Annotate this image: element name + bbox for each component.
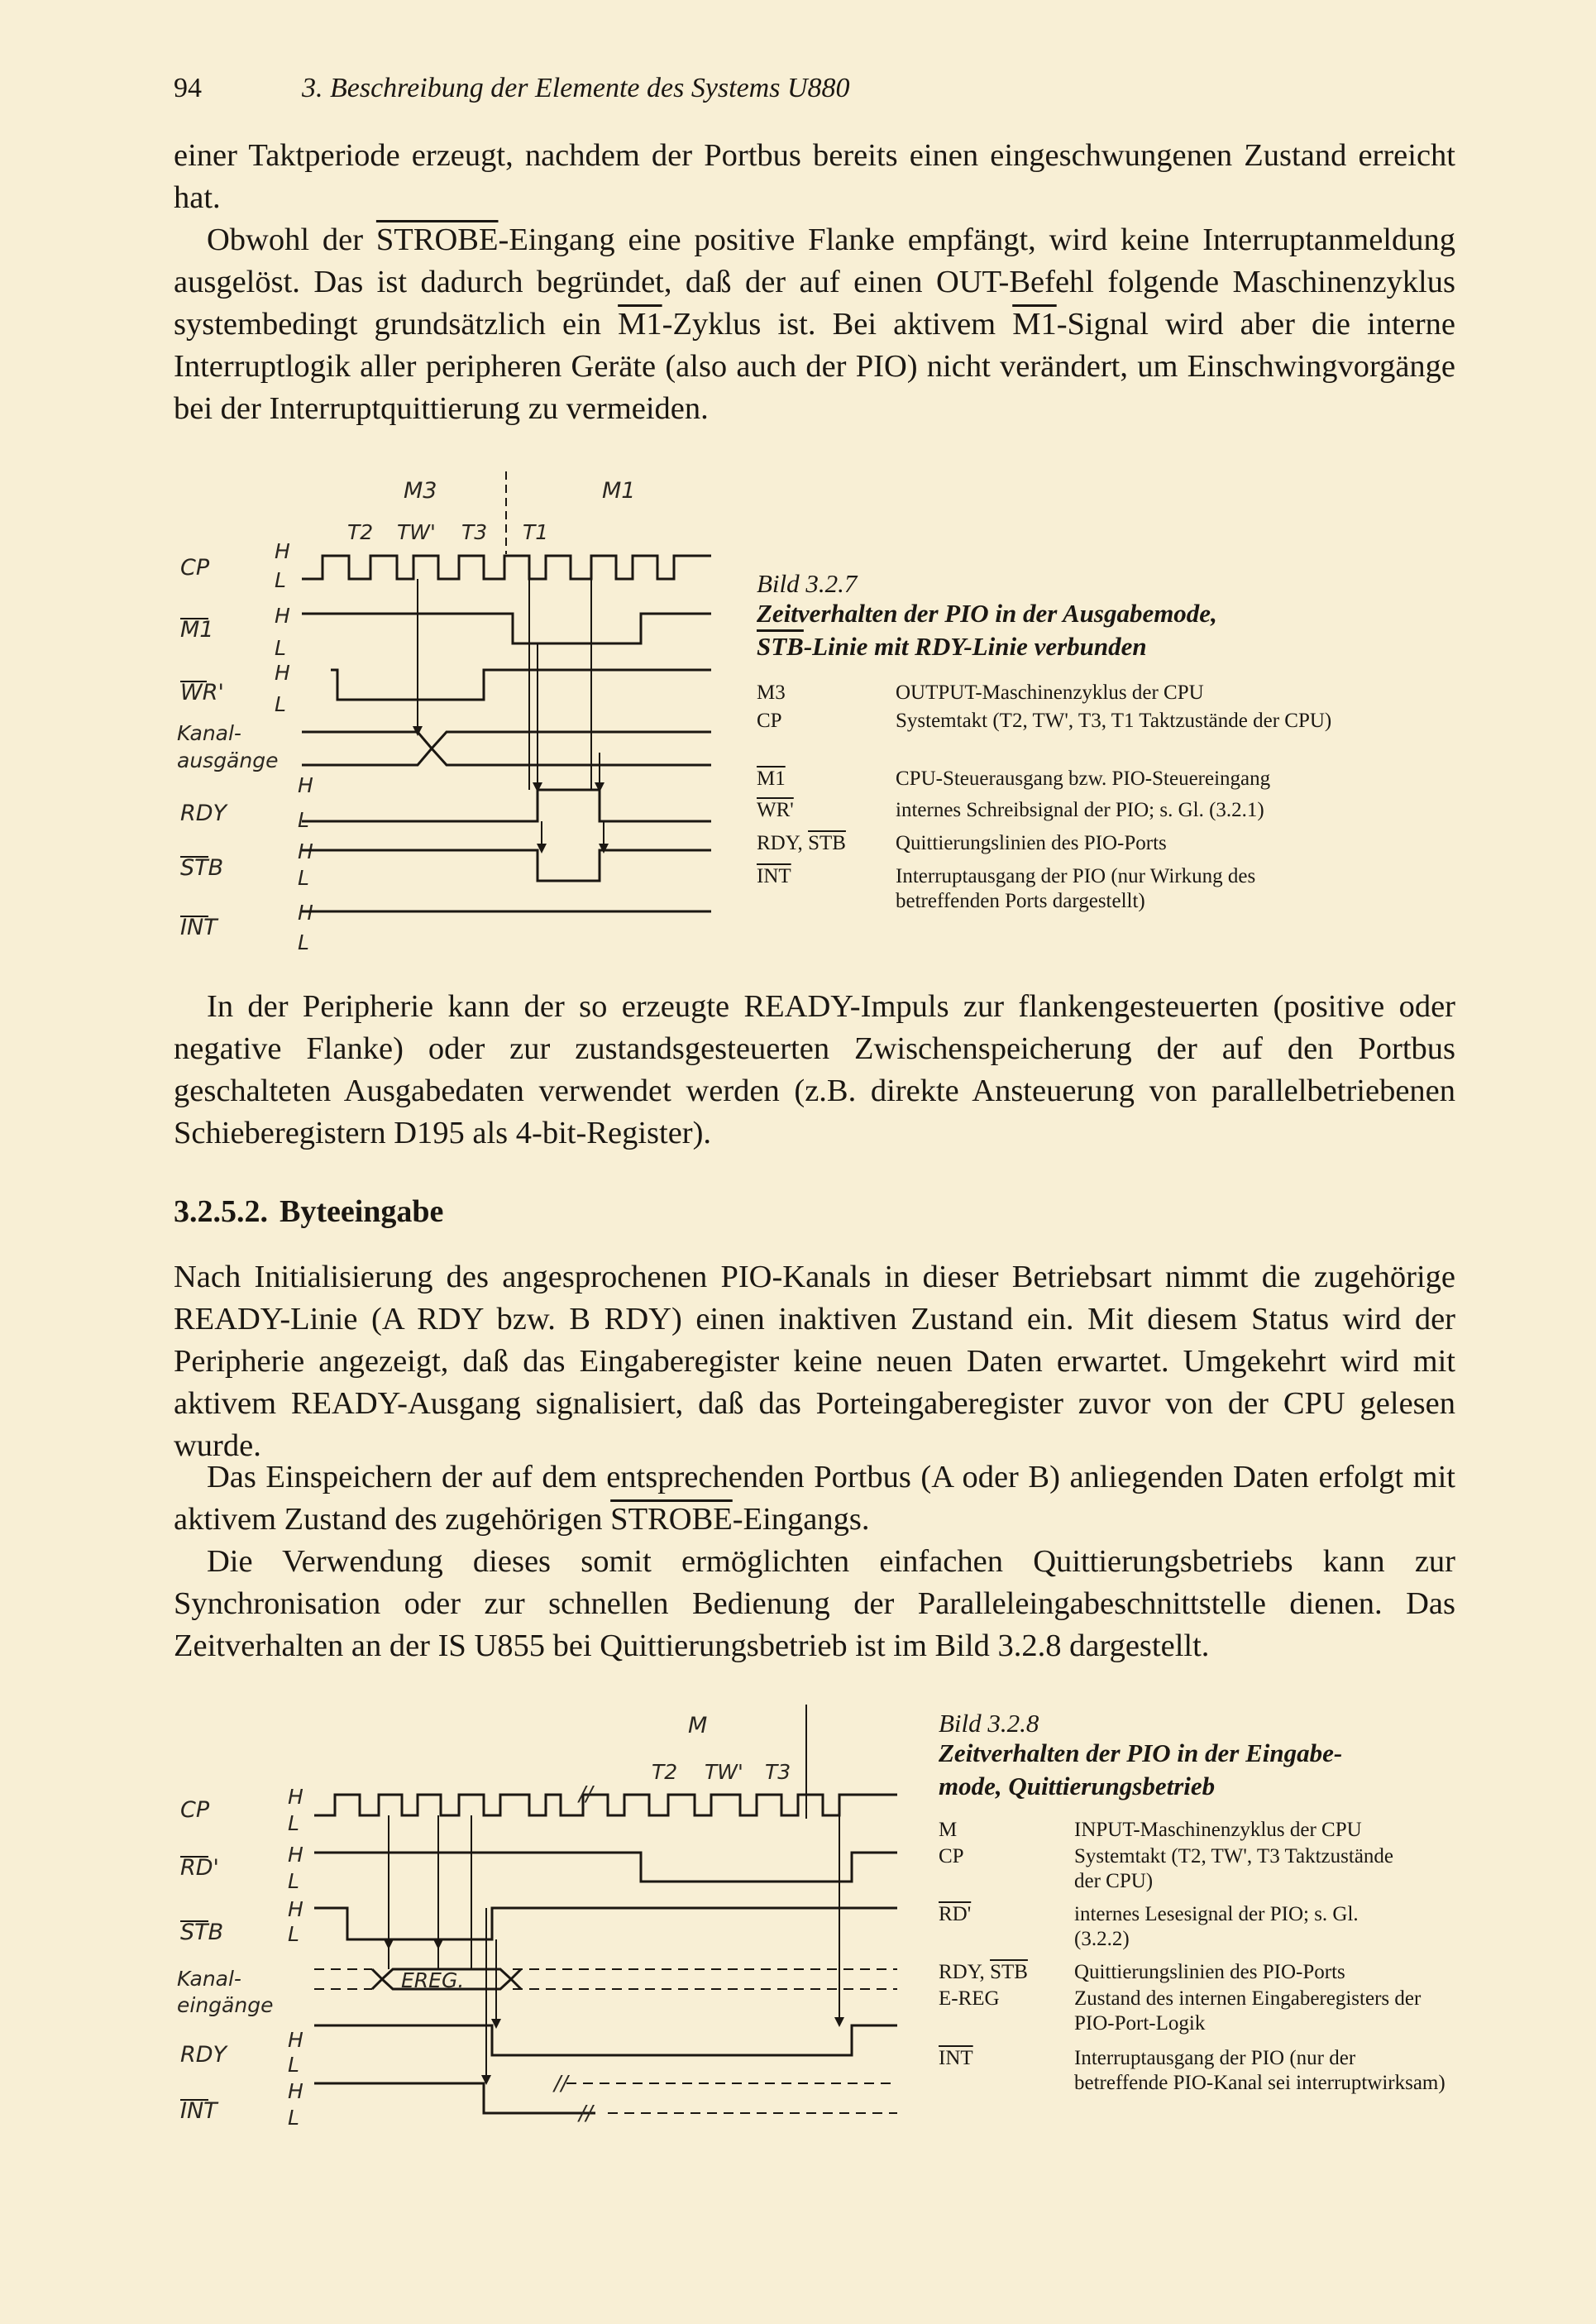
waveform-kanal (302, 732, 711, 765)
figure-1-title-line-2 (757, 630, 1468, 663)
waveform-int (314, 2083, 595, 2113)
legend-row (757, 798, 794, 823)
level-l: L (275, 692, 286, 716)
paragraph-6 (174, 1541, 1455, 1667)
legend-key: RDY, (939, 1961, 991, 1983)
legend-row (757, 681, 786, 705)
legend-desc: CPU-Steuerausgang bzw. PIO-Steuereingang (896, 767, 1271, 790)
paragraph-1: einer Taktperiode erzeugt, nachdem der Portbus bereits einen eingeschwungenen Zustand erreicht hat. (174, 138, 1455, 215)
waveform-stb (302, 850, 711, 881)
level-l: L (298, 866, 309, 890)
legend-key: E-REG (939, 1987, 1000, 2010)
state-label-t2: T2 (652, 1760, 678, 1784)
paragraph-2-text-c: -Eingang eine positive Flanke empfängt, wird keine Interruptanmeldung ausgelöst. Das ist dadurch begründet, daß der auf einen OUT-Befehl folgende Maschinenzyklus systembedingt grundsätzlich ein (174, 222, 1455, 342)
section-title: Byteeingabe (280, 1194, 444, 1229)
page-number: 94 (174, 73, 202, 103)
level-h: H (298, 901, 313, 925)
level-l: L (288, 2053, 299, 2077)
legend-desc: OUTPUT-Maschinenzyklus der CPU (896, 681, 1204, 704)
signal-label-rd: RD' (180, 1855, 219, 1881)
legend-desc: INPUT-Maschinenzyklus der CPU (1074, 1819, 1362, 1841)
paragraph-3 (174, 986, 1455, 1155)
level-labels (275, 539, 313, 954)
signal-label-rdy: RDY (180, 2042, 227, 2068)
legend-key: WR' (757, 799, 794, 821)
paragraph-2-text-e: -Zyklus ist. Bei aktivem (662, 307, 1013, 342)
legend-desc: Systemtakt (T2, TW', T3 Taktzustände der CPU) (1074, 1845, 1394, 1892)
legend-desc: Quittierungslinien des PIO-Ports (1074, 1961, 1345, 1983)
paragraph-5 (174, 1456, 1455, 1541)
paragraph-2-m1: M1 (618, 307, 662, 342)
signal-label-cp: CP (180, 555, 210, 581)
paragraph-2-m1b: M1 (1012, 307, 1057, 342)
signal-label-ausgaenge: ausgänge (177, 748, 279, 772)
legend-row (939, 1960, 1028, 1985)
paragraph-5-text-c: -Eingangs. (732, 1502, 870, 1537)
legend-row (939, 1844, 964, 1869)
signal-label-int: INT (180, 2098, 217, 2124)
level-h: H (275, 604, 290, 628)
legend-desc: internes Schreibsignal der PIO; s. Gl. (3.2.1) (896, 799, 1264, 821)
legend-key-ol: $\overline{STB}$ (990, 1961, 1028, 1983)
legend-key: $\overline{INT}$ (939, 2047, 973, 2069)
level-l: L (288, 2106, 299, 2130)
waveform-cp (314, 1795, 897, 1815)
cycle-label-m3: M3 (404, 478, 437, 504)
figure-1-title-line-1: Zeitverhalten der PIO in der Ausgabemode, (757, 599, 1217, 628)
figure-2-legend (939, 1818, 1484, 2132)
figure-1-title-stb: $\overline{STB}$ (757, 632, 804, 661)
figure-1-legend (757, 681, 1468, 929)
level-labels (288, 1785, 303, 2130)
legend-desc: Systemtakt (T2, TW', T3, T1 Taktzustände der CPU) (896, 710, 1332, 732)
level-l: L (288, 1922, 299, 1946)
legend-key: CP (939, 1845, 964, 1867)
level-l: L (298, 808, 309, 832)
paragraph-3-text: In der Peripherie kann der so erzeugte READY-Impuls zur flankengesteuerten (positive oder negative Flanke) oder zur zustandsgesteuerten Zwischenspeicherung der auf den Portbus geschalteten Ausgabedaten verwendet werden (z.B. direkte Ansteuerung von parallelbetriebenen Schieberegistern D195 als 4-bit-Register). (174, 989, 1455, 1150)
signal-label-m1: M1 (180, 617, 214, 643)
level-l: L (288, 1869, 299, 1893)
level-l: L (288, 1811, 299, 1835)
legend-row (939, 1987, 1000, 2011)
signal-label-kanal: Kanal- (177, 1967, 241, 1991)
level-h: H (288, 2028, 303, 2052)
legend-row (939, 2046, 973, 2071)
waveform-rd (314, 1853, 897, 1882)
dependency-arrows (384, 1815, 844, 2085)
level-h: H (288, 2079, 303, 2103)
legend-key: $\overline{INT}$ (757, 865, 791, 887)
signal-label-stb: STB (180, 855, 224, 881)
level-h: H (298, 839, 313, 863)
paragraph-4: Nach Initialisierung des angesprochenen PIO-Kanals in dieser Betriebsart nimmt die zugehörige READY-Linie (A RDY bzw. B RDY) einen inaktiven Zustand ein. Mit diesem Status wird der Peripherie angezeigt, daß das Eingaberegister keine neuen Daten erwartet. Umgekehrt wird mit aktivem READY-Ausgang signalisiert, daß das Porteingaberegister zuvor von der CPU gelesen wurde. (174, 1260, 1455, 1463)
clock-break-mark: // (579, 1781, 593, 1805)
signal-label-kanal: Kanal- (177, 721, 241, 745)
figure-2-caption (939, 1710, 1476, 1803)
waveform-rdy (314, 2025, 897, 2055)
level-h: H (288, 1785, 303, 1809)
signal-label-stb: STB (180, 1920, 224, 1945)
chapter-title: 3. Beschreibung der Elemente des Systems U880 (302, 73, 850, 103)
ereg-label: EREG. (401, 1968, 465, 1992)
figure-2-title-line-1: Zeitverhalten der PIO in der Eingabe- (939, 1738, 1343, 1767)
timing-diagram-input-mode (165, 1700, 910, 2146)
legend-desc: Zustand des internen Eingaberegisters der PIO-Port-Logik (1074, 1987, 1422, 2035)
level-l: L (298, 930, 309, 954)
level-h: H (288, 1897, 303, 1921)
state-label-tw: TW' (397, 520, 436, 544)
legend-desc: internes Lesesignal der PIO; s. Gl. (3.2.2) (1074, 1903, 1359, 1950)
level-l: L (275, 636, 286, 660)
legend-key: M1 (757, 767, 786, 790)
dependency-arrows (413, 579, 609, 854)
waveform-stb (314, 1908, 897, 1939)
paragraph-2 (174, 219, 1455, 430)
paragraph-2-text-g: -Signal wird aber die interne Interruptlogik aller peripheren Geräte (also auch der PIO) nicht verändert, um Einschwingvorgänge bei der Interruptquittierung zu vermeiden. (174, 307, 1456, 426)
paragraph-5-text-a: Das Einspeichern der auf dem entsprechenden Portbus (A oder B) anliegenden Daten erfolgt mit aktivem Zustand des zugehörigen (174, 1460, 1455, 1537)
signal-label-int: INT (180, 915, 217, 940)
signal-label-rdy: RDY (180, 801, 227, 826)
int-break-mark: // (579, 2101, 593, 2125)
level-h: H (298, 773, 313, 797)
legend-row (757, 864, 791, 889)
state-label-t2: T2 (347, 520, 374, 544)
legend-row (939, 1902, 971, 1927)
legend-row (757, 709, 782, 734)
paragraph-5-strobe: STROBE (610, 1502, 733, 1537)
legend-key: RDY, (757, 832, 809, 854)
figure-1-label: Bild 3.2.7 (757, 569, 858, 598)
legend-key-ol: $\overline{STB}$ (808, 832, 846, 854)
signal-label-wr: WR' (180, 680, 224, 705)
cycle-label-m1: M1 (602, 478, 636, 504)
legend-desc: Quittierungslinien des PIO-Ports (896, 832, 1167, 854)
state-label-tw: TW' (705, 1760, 743, 1784)
timing-diagram-output-mode (165, 463, 728, 959)
figure-1-caption (757, 571, 1468, 663)
paragraph-2-strobe: STROBE (375, 222, 499, 257)
cycle-label-m: M (688, 1713, 708, 1738)
legend-key: M (939, 1819, 958, 1841)
section-heading (174, 1193, 455, 1230)
figure-1-title-rest: -Linie mit RDY-Linie verbunden (803, 632, 1147, 661)
legend-key: CP (757, 710, 782, 732)
int-break-mark-2: // (554, 2071, 568, 2095)
state-label-t1: T1 (523, 520, 549, 544)
legend-row (939, 1818, 957, 1843)
legend-desc: Interruptausgang der PIO (nur Wirkung des betreffenden Ports dargestellt) (896, 865, 1256, 912)
figure-2-label: Bild 3.2.8 (939, 1709, 1039, 1738)
waveform-m1 (302, 614, 711, 643)
level-h: H (288, 1843, 303, 1867)
signal-label-eingaenge: eingänge (177, 1993, 274, 2017)
state-label-t3: T3 (765, 1760, 791, 1784)
legend-row (757, 767, 786, 791)
paragraph-6-text: Die Verwendung dieses somit ermöglichten einfachen Quittierungsbetriebs kann zur Synchronisation oder zur schnellen Bedienung der Paralleleingabeschnittstelle dienen. Das Zeitverhalten an der IS U855 bei Quittierungsbetrieb ist im Bild 3.2.8 dargestellt. (174, 1544, 1455, 1663)
waveform-cp (302, 556, 711, 579)
legend-desc: Interruptausgang der PIO (nur der betreffende PIO-Kanal sei interruptwirksam) (1074, 2047, 1445, 2094)
level-h: H (275, 661, 290, 685)
waveform-rdy (302, 790, 711, 821)
legend-key: RD' (939, 1903, 972, 1925)
level-h: H (275, 539, 290, 563)
signal-label-cp: CP (180, 1797, 210, 1823)
figure-2-title-line-2: mode, Quittierungsbetrieb (939, 1772, 1216, 1800)
section-number: 3.2.5.2. (174, 1194, 268, 1229)
waveform-int-dashed (566, 2083, 897, 2113)
legend-key: M3 (757, 681, 786, 704)
state-label-t3: T3 (461, 520, 488, 544)
paragraph-2-text-a: Obwohl der (207, 222, 376, 257)
legend-row (757, 831, 846, 856)
level-l: L (275, 568, 286, 592)
waveform-wr (331, 670, 711, 700)
